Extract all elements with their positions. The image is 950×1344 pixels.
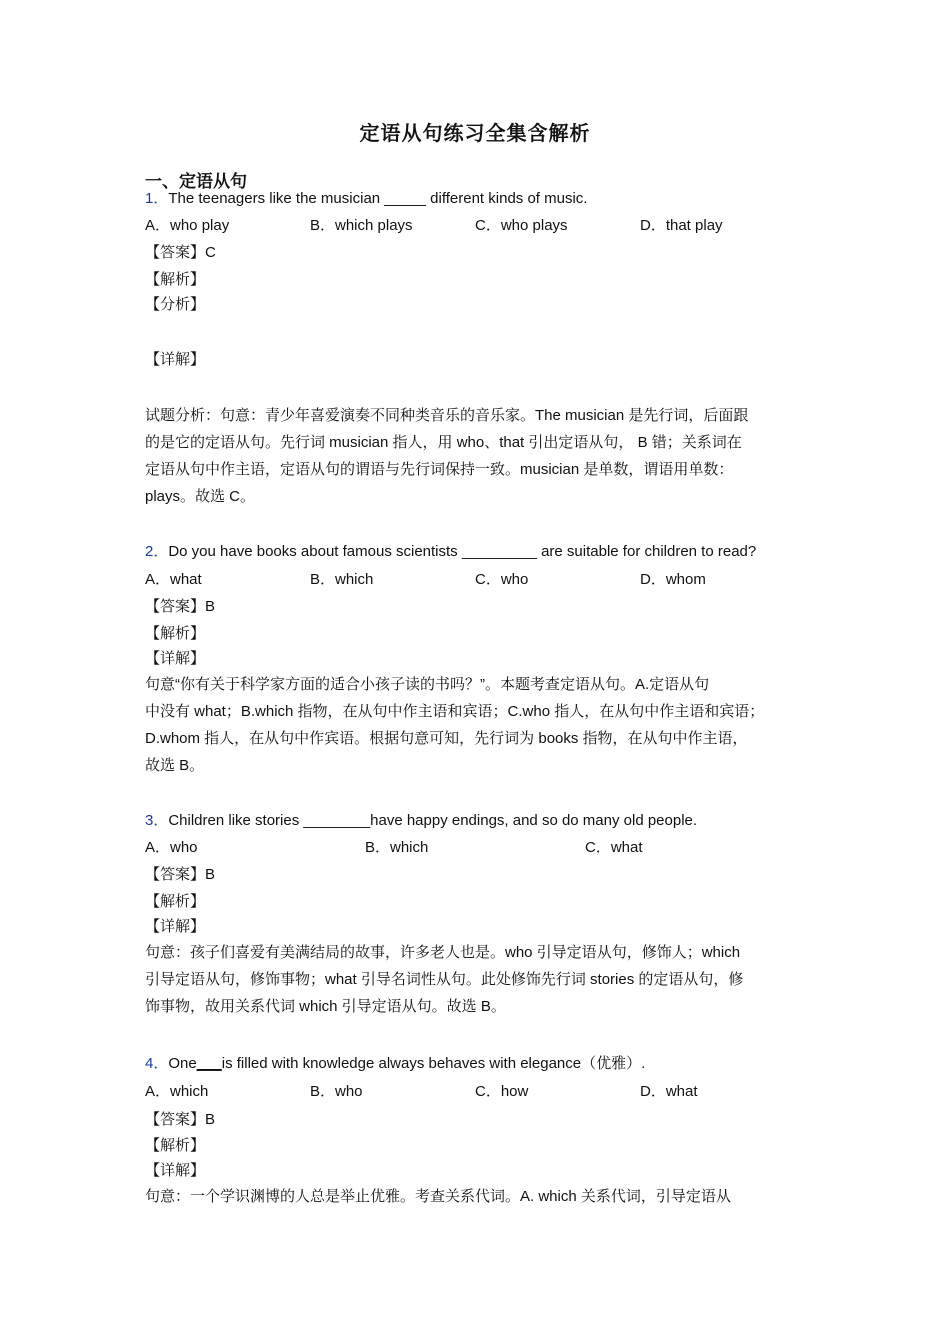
explanation-line: 的是它的定语从句。先行词 musician 指人，用 who、that 引出定语从句， B 错；关系词在 (145, 434, 742, 451)
explanation-line: D.whom 指人，在从句中作宾语。根据句意可知，先行词为 books 指物，在从句中作主语， (145, 730, 748, 747)
explanation-line: 中没有 what；B.which 指物，在从句中作主语和宾语；C.who 指人，在从句中作主语和宾语； (145, 703, 765, 720)
question-4-stem (145, 1054, 645, 1074)
answer-value: B (205, 1111, 216, 1128)
detail-label: 【详解】 (145, 351, 206, 368)
question-2-stem (145, 542, 756, 562)
question-blank: ___ (196, 1055, 222, 1072)
question-1-stem (145, 189, 587, 209)
detail-label: 【详解】 (145, 918, 206, 935)
answer-line (145, 243, 216, 263)
answer-value: C (205, 244, 216, 261)
section-heading: 一、定语从句 (145, 172, 247, 192)
answer-label: 【答案】 (145, 1111, 206, 1128)
parse-label: 【解析】 (145, 1137, 206, 1154)
explanation-line: 引导定语从句，修饰事物；what 引导名词性从句。此处修饰先行词 stories 的定语从句，修 (145, 971, 744, 988)
explanation-line: plays。故选 C。 (145, 488, 256, 505)
explanation-line: 句意：一个学识渊博的人总是举止优雅。考查关系代词。A. which 关系代词，引导定语从 (145, 1188, 731, 1205)
option-c: C．how (475, 1083, 529, 1100)
detail-label: 【详解】 (145, 650, 206, 667)
explanation-line: 句意“你有关于科学家方面的适合小孩子读的书吗？”。本题考查定语从句。A.定语从句 (145, 676, 710, 693)
answer-label: 【答案】 (145, 598, 206, 615)
answer-label: 【答案】 (145, 244, 206, 261)
explanation-line: 饰事物，故用关系代词 which 引导定语从句。故选 B。 (145, 998, 506, 1015)
option-d: D．what (640, 1083, 698, 1100)
question-text-end: is filled with knowledge always behaves with elegance（优雅）. (221, 1055, 646, 1072)
explanation-line: 故选 B。 (145, 757, 205, 774)
explanation-line: 句意：孩子们喜爱有美满结局的故事，许多老人也是。who 引导定语从句，修饰人；which (145, 944, 741, 961)
question-text-start: One (168, 1055, 197, 1072)
answer-line (145, 1110, 215, 1130)
parse-label: 【解析】 (145, 271, 206, 288)
question-number: 4． (145, 1055, 169, 1072)
answer-label: 【答案】 (145, 866, 206, 883)
option-d: D．that play (640, 217, 723, 234)
question-number: 2． (145, 543, 169, 560)
option-b: B．which plays (310, 217, 413, 234)
document-title: 定语从句练习全集含解析 (359, 121, 591, 145)
option-a: A．which (145, 1083, 209, 1100)
answer-line (145, 865, 215, 885)
option-b: B．which (310, 571, 374, 588)
explanation-line: 定语从句中作主语，定语从句的谓语与先行词保持一致。musician 是单数，谓语用单数： (145, 461, 734, 478)
option-b: B．who (310, 1083, 363, 1100)
parse-label: 【解析】 (145, 893, 206, 910)
parse-label: 【解析】 (145, 625, 206, 642)
analysis-label: 【分析】 (145, 296, 206, 313)
question-number: 1． (145, 190, 169, 207)
question-3-stem (145, 811, 697, 831)
option-c: C．who plays (475, 217, 568, 234)
option-c: C．what (585, 839, 643, 856)
answer-value: B (205, 866, 216, 883)
answer-value: B (205, 598, 216, 615)
detail-label: 【详解】 (145, 1162, 206, 1179)
option-b: B．which (365, 839, 429, 856)
question-text: The teenagers like the musician _____ different kinds of music. (168, 190, 588, 207)
explanation-line: 试题分析：句意：青少年喜爱演奏不同种类音乐的音乐家。The musician 是先行词，后面跟 (145, 407, 749, 424)
option-d: D．whom (640, 571, 706, 588)
answer-line (145, 597, 215, 617)
question-text: Do you have books about famous scientists _________ are suitable for children to read? (168, 543, 757, 560)
option-a: A．what (145, 571, 202, 588)
question-text: Children like stories ________have happy endings, and so do many old people. (168, 812, 698, 829)
question-number: 3． (145, 812, 169, 829)
option-c: C．who (475, 571, 529, 588)
option-a: A．who (145, 839, 198, 856)
option-a: A．who play (145, 217, 230, 234)
